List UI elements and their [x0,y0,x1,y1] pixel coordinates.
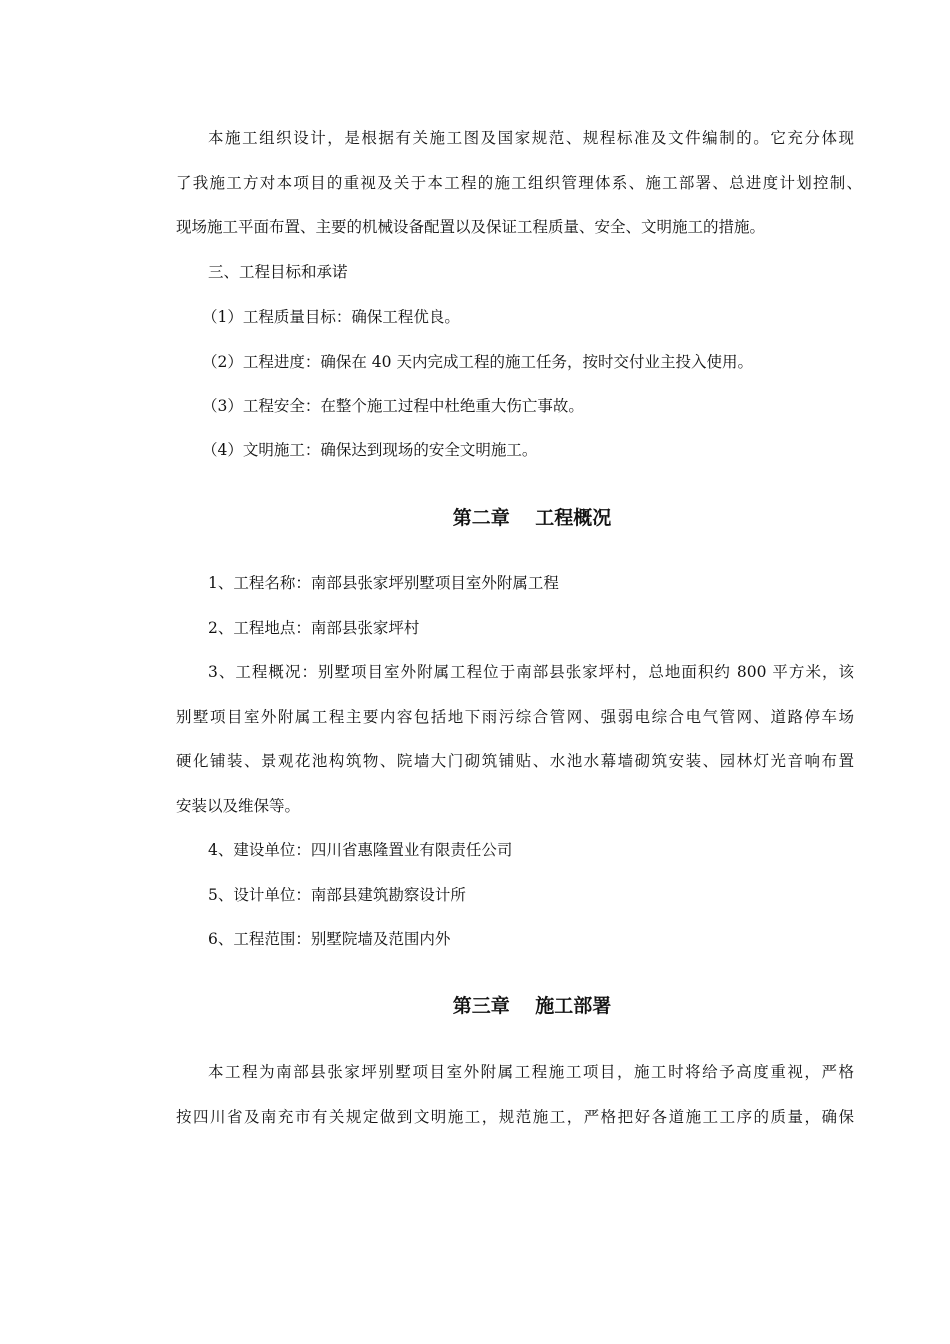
deployment-line-2: 按四川省及南充市有关规定做到文明施工，规范施工，严格把好各道施工工序的质量，确保 [176,1108,854,1126]
deployment-line-1: 本工程为南部县张家坪别墅项目室外附属工程施工项目，施工时将给予高度重视，严格 [208,1063,854,1081]
goals-heading: 三、工程目标和承诺 [208,263,348,281]
intro-line-3: 现场施工平面布置、主要的机械设备配置以及保证工程质量、安全、文明施工的措施。 [176,218,766,236]
design-unit: 5、设计单位：南部县建筑勘察设计所 [208,886,466,904]
overview-line-1: 3、工程概况：别墅项目室外附属工程位于南部县张家坪村，总地面积约 800 平方米，该 [208,663,854,681]
overview-line-3: 硬化铺装、景观花池构筑物、院墙大门砌筑铺贴、水池水幕墙砌筑安装、园林灯光音响布置 [176,752,854,770]
project-location: 2、工程地点：南部县张家坪村 [208,619,420,637]
client-unit: 4、建设单位：四川省惠隆置业有限责任公司 [208,841,513,859]
goal-item-4: （4）文明施工：确保达到现场的安全文明施工。 [202,441,538,459]
overview-line-4: 安装以及维保等。 [176,797,301,815]
goal-item-1: （1）工程质量目标：确保工程优良。 [202,308,460,326]
project-name: 1、工程名称：南部县张家坪别墅项目室外附属工程 [208,574,559,592]
chapter-2-title: 第二章 工程概况 [452,507,612,529]
intro-line-1: 本施工组织设计，是根据有关施工图及国家规范、规程标准及文件编制的。它充分体现 [208,129,854,147]
chapter-3-title: 第三章 施工部署 [452,995,612,1017]
goal-item-3: （3）工程安全：在整个施工过程中杜绝重大伤亡事故。 [202,397,584,415]
overview-line-2: 别墅项目室外附属工程主要内容包括地下雨污综合管网、强弱电综合电气管网、道路停车场 [176,708,854,726]
project-scope: 6、工程范围：别墅院墙及范围内外 [208,930,451,948]
intro-line-2: 了我施工方对本项目的重视及关于本工程的施工组织管理体系、施工部署、总进度计划控制、 [176,174,862,192]
goal-item-2: （2）工程进度：确保在 40 天内完成工程的施工任务，按时交付业主投入使用。 [202,353,753,371]
